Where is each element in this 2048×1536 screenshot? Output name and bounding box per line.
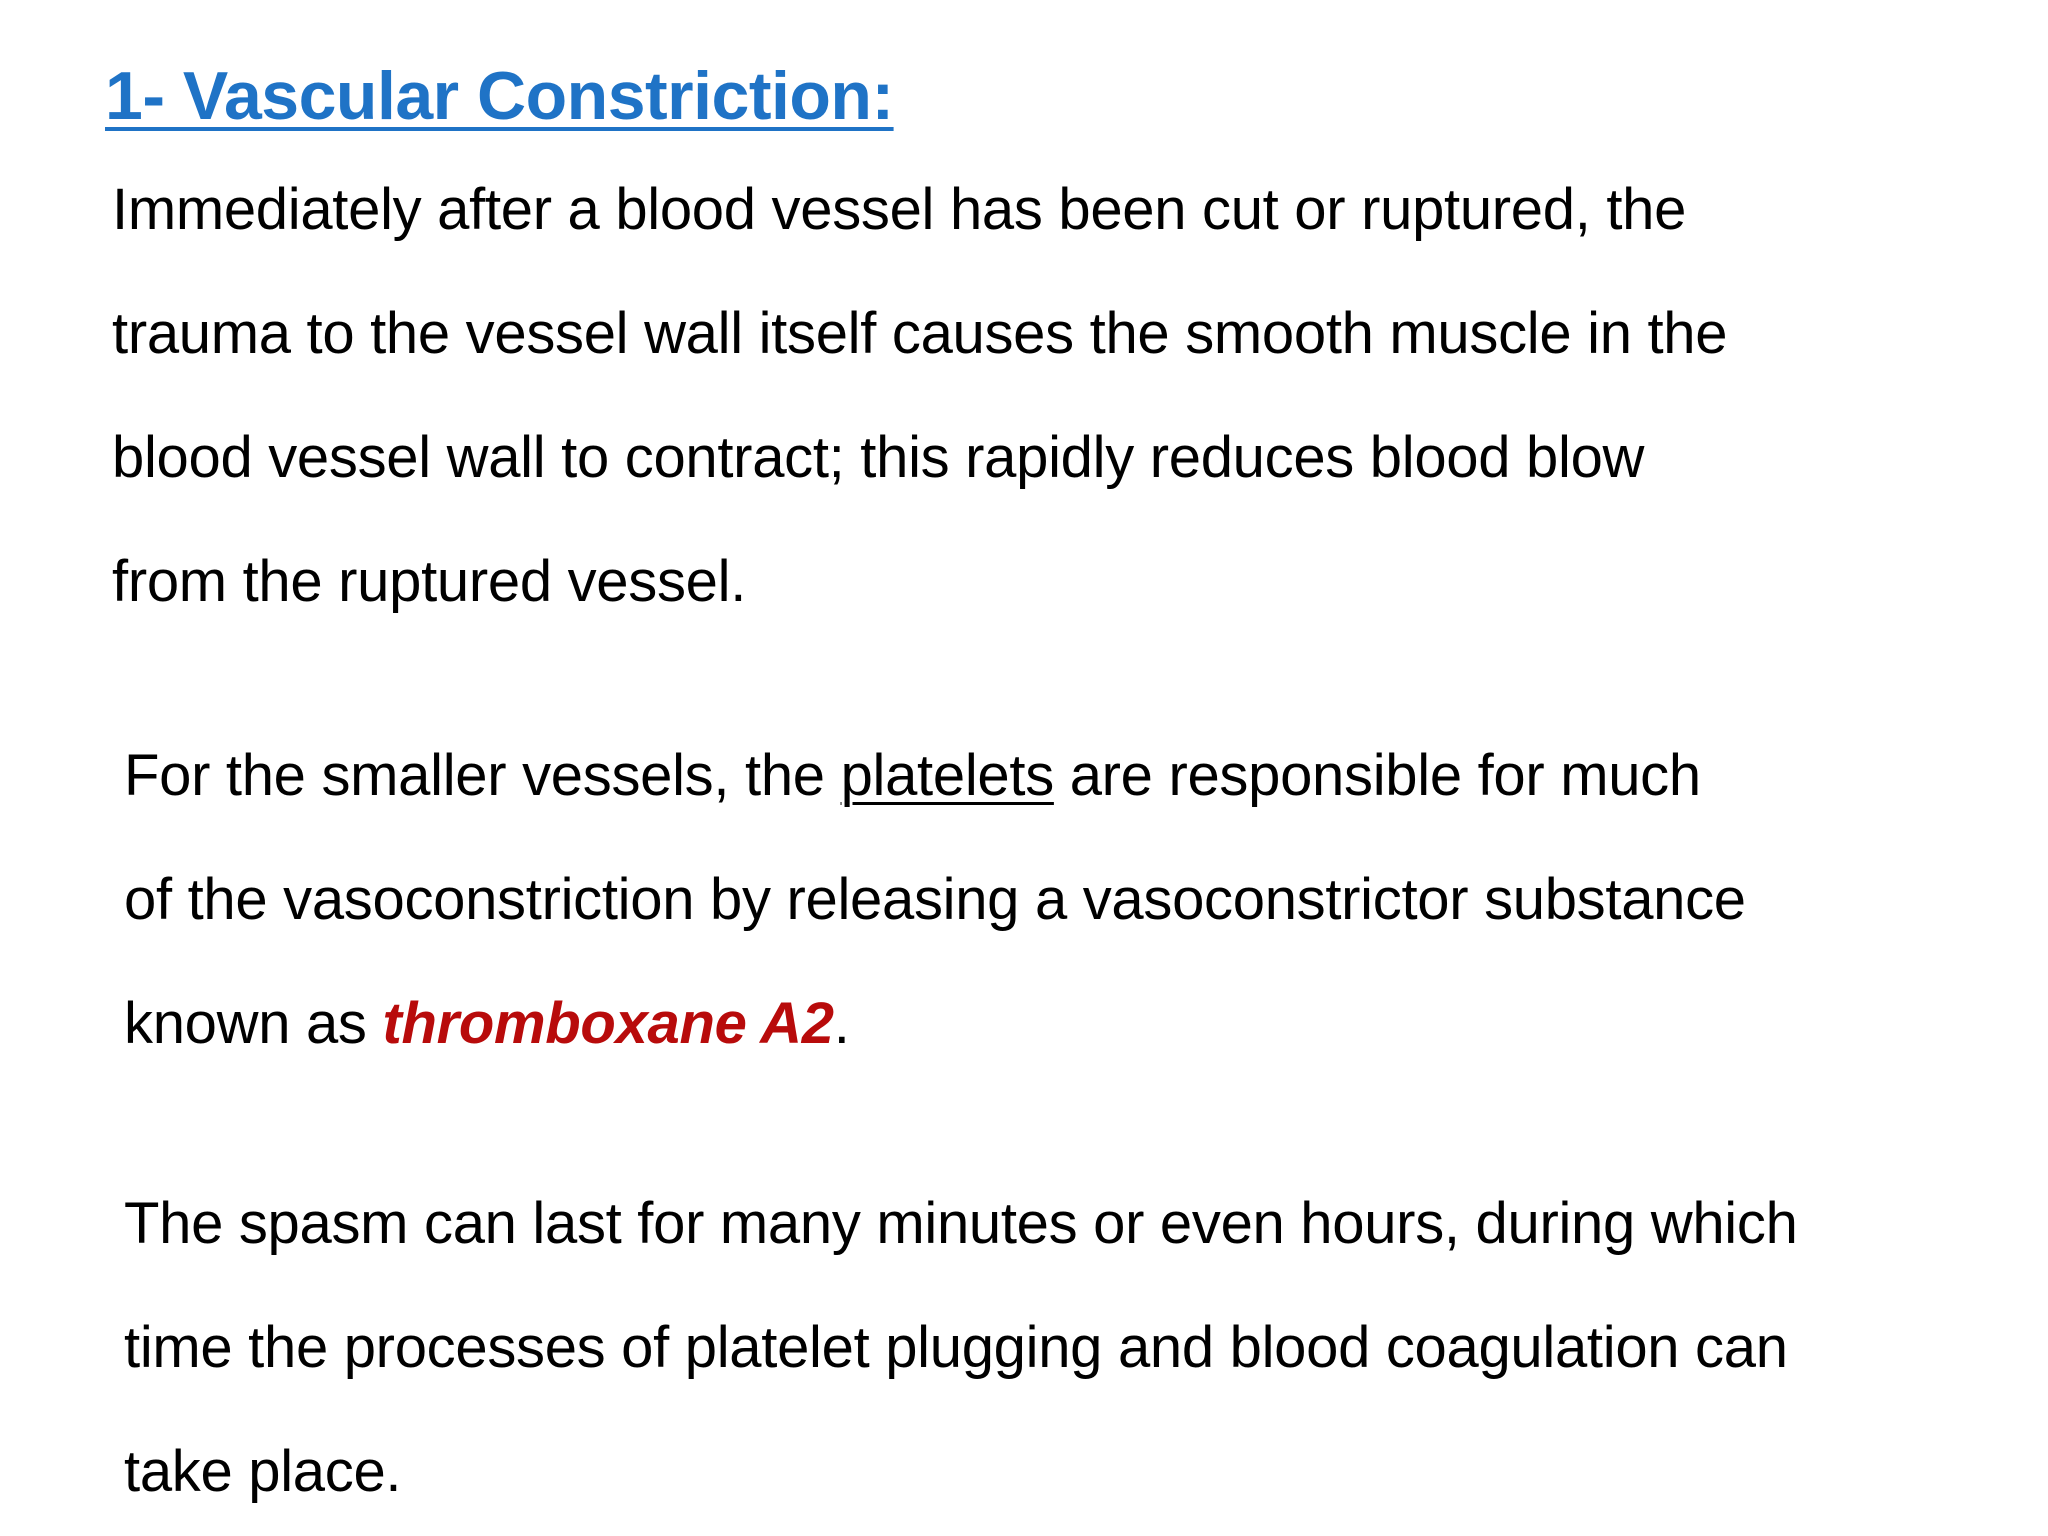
paragraph-line [124,962,1746,1086]
paragraph-line: The spasm can last for many minutes or even hours, during which [124,1191,1798,1256]
paragraph-line: Immediately after a blood vessel has been cut or ruptured, the [112,177,1687,242]
paragraph-line: of the vasoconstriction by releasing a vasoconstrictor substance [124,867,1746,932]
thromboxane-term: thromboxane A2 [382,991,834,1056]
paragraph-vessel-trauma [112,148,1727,644]
paragraph-line: blood vessel wall to contract; this rapidly reduces blood blow [112,425,1645,490]
paragraph-spasm-duration [124,1162,1798,1534]
paragraph-line: trauma to the vessel wall itself causes the smooth muscle in the [112,301,1728,366]
paragraph-platelets [124,714,1746,1086]
platelets-term: platelets [840,743,1054,808]
paragraph-line: take place. [124,1439,402,1504]
text-run: . [833,991,850,1056]
text-run: For the smaller vessels, the [124,743,841,808]
section-heading: 1- Vascular Constriction: [105,58,894,134]
paragraph-line: from the ruptured vessel. [112,549,747,614]
text-run: are responsible for much [1053,743,1701,808]
paragraph-line [124,714,1746,838]
paragraph-line: time the processes of platelet plugging and blood coagulation can [124,1315,1788,1380]
text-run: known as [124,991,383,1056]
